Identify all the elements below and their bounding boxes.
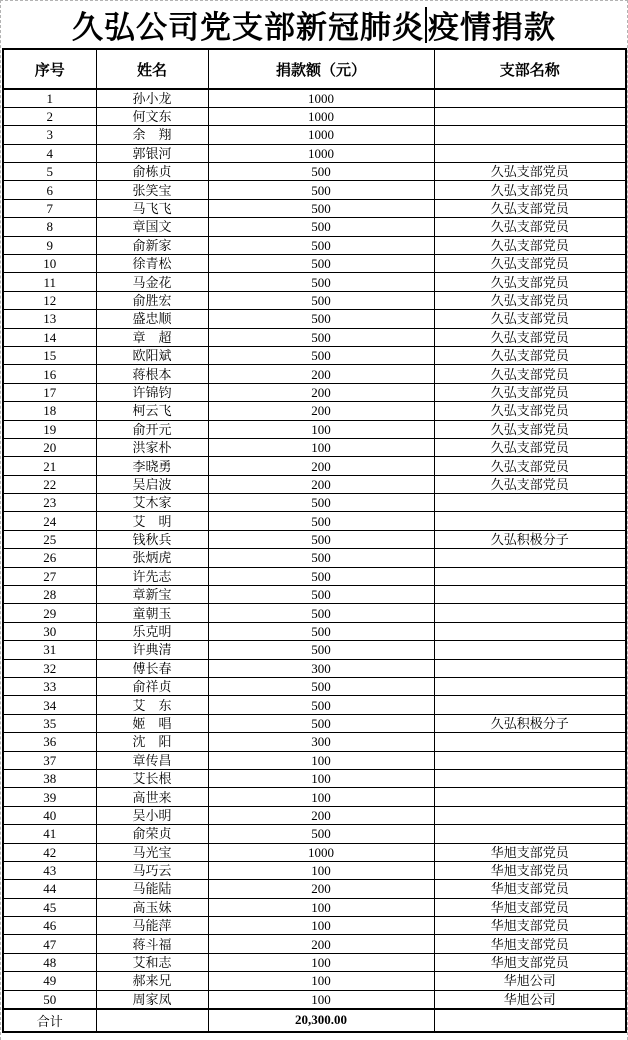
table-row [3, 236, 626, 254]
row-branch-cell: 久弘支部党员 [434, 328, 626, 346]
row-branch-cell: 华旭支部党员 [434, 880, 626, 898]
row-index-cell: 20 [3, 438, 96, 456]
row-amount-cell: 500 [208, 494, 434, 512]
row-amount-cell: 500 [208, 586, 434, 604]
table-row [3, 255, 626, 273]
table-row [3, 346, 626, 364]
row-amount-cell: 500 [208, 218, 434, 236]
row-index-cell: 16 [3, 365, 96, 383]
row-branch-cell [434, 733, 626, 751]
column-header-index: 序号 [3, 49, 96, 89]
total-name-cell-empty [96, 1009, 208, 1032]
row-branch-cell: 华旭公司 [434, 990, 626, 1008]
page-title[interactable] [1, 1, 627, 48]
row-index-cell: 9 [3, 236, 96, 254]
row-index-cell: 17 [3, 383, 96, 401]
row-index-cell: 30 [3, 622, 96, 640]
table-row [3, 107, 626, 125]
row-branch-cell: 久弘支部党员 [434, 420, 626, 438]
row-name-cell: 俞新家 [96, 236, 208, 254]
row-branch-cell: 久弘支部党员 [434, 236, 626, 254]
table-row [3, 990, 626, 1008]
row-amount-cell: 200 [208, 402, 434, 420]
row-branch-cell [434, 604, 626, 622]
table-row [3, 273, 626, 291]
row-amount-cell: 500 [208, 696, 434, 714]
row-branch-cell: 久弘支部党员 [434, 199, 626, 217]
table-row [3, 126, 626, 144]
row-branch-cell [434, 567, 626, 585]
row-branch-cell [434, 549, 626, 567]
table-row [3, 310, 626, 328]
table-row [3, 604, 626, 622]
table-row [3, 972, 626, 990]
row-branch-cell: 华旭公司 [434, 972, 626, 990]
row-index-cell: 2 [3, 107, 96, 125]
row-index-cell: 41 [3, 825, 96, 843]
row-amount-cell: 1000 [208, 107, 434, 125]
row-branch-cell: 久弘支部党员 [434, 255, 626, 273]
row-index-cell: 10 [3, 255, 96, 273]
row-amount-cell: 300 [208, 659, 434, 677]
row-branch-cell [434, 641, 626, 659]
total-branch-cell-empty [434, 1009, 626, 1032]
row-branch-cell [434, 89, 626, 107]
table-row [3, 641, 626, 659]
row-index-cell: 18 [3, 402, 96, 420]
row-name-cell: 余 翔 [96, 126, 208, 144]
row-branch-cell: 华旭支部党员 [434, 953, 626, 971]
row-name-cell: 吴小明 [96, 806, 208, 824]
table-row [3, 622, 626, 640]
table-row [3, 383, 626, 401]
row-index-cell: 13 [3, 310, 96, 328]
row-name-cell: 徐青松 [96, 255, 208, 273]
row-name-cell: 马金花 [96, 273, 208, 291]
row-amount-cell: 500 [208, 328, 434, 346]
row-branch-cell: 久弘支部党员 [434, 475, 626, 493]
row-branch-cell: 华旭支部党员 [434, 843, 626, 861]
header-row [3, 49, 626, 89]
table-row [3, 420, 626, 438]
row-index-cell: 35 [3, 714, 96, 732]
table-row [3, 438, 626, 456]
row-index-cell: 19 [3, 420, 96, 438]
row-name-cell: 洪家朴 [96, 438, 208, 456]
row-amount-cell: 100 [208, 861, 434, 879]
row-name-cell: 张炳虎 [96, 549, 208, 567]
table-row [3, 530, 626, 548]
row-name-cell: 章新宝 [96, 586, 208, 604]
row-branch-cell [434, 659, 626, 677]
row-name-cell: 许锦钧 [96, 383, 208, 401]
row-name-cell: 俞胜宏 [96, 291, 208, 309]
row-name-cell: 俞栋贞 [96, 163, 208, 181]
table-row [3, 696, 626, 714]
row-index-cell: 23 [3, 494, 96, 512]
row-amount-cell: 1000 [208, 144, 434, 162]
row-branch-cell: 华旭支部党员 [434, 935, 626, 953]
row-index-cell: 49 [3, 972, 96, 990]
row-index-cell: 39 [3, 788, 96, 806]
table-body [3, 89, 626, 1009]
row-amount-cell: 100 [208, 751, 434, 769]
row-branch-cell: 久弘支部党员 [434, 346, 626, 364]
table-row [3, 549, 626, 567]
row-name-cell: 艾 明 [96, 512, 208, 530]
row-name-cell: 蒋根本 [96, 365, 208, 383]
row-index-cell: 43 [3, 861, 96, 879]
row-amount-cell: 100 [208, 420, 434, 438]
row-branch-cell [434, 126, 626, 144]
row-index-cell: 7 [3, 199, 96, 217]
table-row [3, 163, 626, 181]
row-name-cell: 周家凤 [96, 990, 208, 1008]
row-branch-cell: 久弘支部党员 [434, 402, 626, 420]
row-amount-cell: 100 [208, 788, 434, 806]
row-index-cell: 44 [3, 880, 96, 898]
row-amount-cell: 200 [208, 383, 434, 401]
row-name-cell: 张笑宝 [96, 181, 208, 199]
total-amount-cell: 20,300.00 [208, 1009, 434, 1032]
row-amount-cell: 500 [208, 199, 434, 217]
row-index-cell: 3 [3, 126, 96, 144]
row-amount-cell: 200 [208, 935, 434, 953]
row-branch-cell: 久弘支部党员 [434, 181, 626, 199]
row-name-cell: 章国文 [96, 218, 208, 236]
row-amount-cell: 200 [208, 475, 434, 493]
row-amount-cell: 500 [208, 512, 434, 530]
row-index-cell: 14 [3, 328, 96, 346]
table-row [3, 806, 626, 824]
row-branch-cell: 久弘支部党员 [434, 291, 626, 309]
row-index-cell: 12 [3, 291, 96, 309]
table-row [3, 898, 626, 916]
table-row [3, 659, 626, 677]
row-index-cell: 47 [3, 935, 96, 953]
row-name-cell: 马光宝 [96, 843, 208, 861]
row-name-cell: 姬 唱 [96, 714, 208, 732]
donation-table [2, 48, 627, 1033]
title-text-after-caret: 疫情捐款 [428, 9, 556, 45]
row-branch-cell [434, 696, 626, 714]
table-row [3, 733, 626, 751]
row-index-cell: 34 [3, 696, 96, 714]
row-index-cell: 8 [3, 218, 96, 236]
row-index-cell: 15 [3, 346, 96, 364]
row-index-cell: 29 [3, 604, 96, 622]
row-name-cell: 章 超 [96, 328, 208, 346]
row-index-cell: 36 [3, 733, 96, 751]
row-amount-cell: 500 [208, 310, 434, 328]
row-amount-cell: 500 [208, 346, 434, 364]
row-amount-cell: 1000 [208, 126, 434, 144]
column-header-name: 姓名 [96, 49, 208, 89]
row-amount-cell: 500 [208, 530, 434, 548]
table-row [3, 751, 626, 769]
row-branch-cell: 华旭支部党员 [434, 898, 626, 916]
row-index-cell: 21 [3, 457, 96, 475]
row-name-cell: 盛忠顺 [96, 310, 208, 328]
row-amount-cell: 500 [208, 825, 434, 843]
row-index-cell: 24 [3, 512, 96, 530]
row-branch-cell: 久弘支部党员 [434, 365, 626, 383]
row-amount-cell: 300 [208, 733, 434, 751]
row-name-cell: 马能陆 [96, 880, 208, 898]
row-name-cell: 乐克明 [96, 622, 208, 640]
table-row [3, 512, 626, 530]
row-branch-cell [434, 678, 626, 696]
row-amount-cell: 200 [208, 806, 434, 824]
row-index-cell: 31 [3, 641, 96, 659]
row-name-cell: 钱秋兵 [96, 530, 208, 548]
row-name-cell: 吴启波 [96, 475, 208, 493]
row-index-cell: 40 [3, 806, 96, 824]
row-index-cell: 1 [3, 89, 96, 107]
table-row [3, 291, 626, 309]
table-row [3, 89, 626, 107]
row-name-cell: 傅长春 [96, 659, 208, 677]
row-name-cell: 许典清 [96, 641, 208, 659]
row-branch-cell: 久弘支部党员 [434, 273, 626, 291]
row-amount-cell: 500 [208, 622, 434, 640]
row-index-cell: 45 [3, 898, 96, 916]
table-row [3, 935, 626, 953]
row-name-cell: 章传昌 [96, 751, 208, 769]
table-row [3, 769, 626, 787]
row-amount-cell: 1000 [208, 89, 434, 107]
row-amount-cell: 100 [208, 972, 434, 990]
row-index-cell: 22 [3, 475, 96, 493]
row-amount-cell: 500 [208, 236, 434, 254]
table-row [3, 586, 626, 604]
table-row [3, 494, 626, 512]
row-name-cell: 艾 东 [96, 696, 208, 714]
row-name-cell: 蒋斗福 [96, 935, 208, 953]
row-branch-cell: 久弘积极分子 [434, 714, 626, 732]
table-row [3, 328, 626, 346]
row-name-cell: 欧阳斌 [96, 346, 208, 364]
row-amount-cell: 500 [208, 549, 434, 567]
row-name-cell: 马飞飞 [96, 199, 208, 217]
row-name-cell: 艾和志 [96, 953, 208, 971]
row-amount-cell: 100 [208, 438, 434, 456]
row-branch-cell [434, 144, 626, 162]
row-branch-cell: 久弘支部党员 [434, 163, 626, 181]
total-label-cell: 合计 [3, 1009, 96, 1032]
row-branch-cell [434, 622, 626, 640]
table-row [3, 917, 626, 935]
row-index-cell: 37 [3, 751, 96, 769]
row-amount-cell: 500 [208, 255, 434, 273]
row-name-cell: 俞祥贞 [96, 678, 208, 696]
row-index-cell: 32 [3, 659, 96, 677]
row-name-cell: 艾长根 [96, 769, 208, 787]
row-branch-cell: 久弘支部党员 [434, 383, 626, 401]
table-row [3, 843, 626, 861]
row-index-cell: 46 [3, 917, 96, 935]
row-name-cell: 马巧云 [96, 861, 208, 879]
row-index-cell: 50 [3, 990, 96, 1008]
row-index-cell: 27 [3, 567, 96, 585]
row-name-cell: 郭银河 [96, 144, 208, 162]
row-branch-cell [434, 512, 626, 530]
row-amount-cell: 100 [208, 898, 434, 916]
table-row [3, 144, 626, 162]
row-amount-cell: 100 [208, 953, 434, 971]
row-branch-cell: 久弘支部党员 [434, 218, 626, 236]
row-amount-cell: 200 [208, 365, 434, 383]
row-amount-cell: 500 [208, 181, 434, 199]
row-amount-cell: 500 [208, 641, 434, 659]
row-index-cell: 25 [3, 530, 96, 548]
row-index-cell: 48 [3, 953, 96, 971]
table-row [3, 181, 626, 199]
row-index-cell: 38 [3, 769, 96, 787]
row-amount-cell: 500 [208, 714, 434, 732]
row-amount-cell: 500 [208, 604, 434, 622]
row-branch-cell: 华旭支部党员 [434, 861, 626, 879]
row-amount-cell: 100 [208, 990, 434, 1008]
row-branch-cell [434, 806, 626, 824]
row-name-cell: 艾木家 [96, 494, 208, 512]
row-index-cell: 26 [3, 549, 96, 567]
row-branch-cell [434, 751, 626, 769]
row-amount-cell: 200 [208, 457, 434, 475]
table-row [3, 880, 626, 898]
row-amount-cell: 200 [208, 880, 434, 898]
row-branch-cell: 久弘支部党员 [434, 438, 626, 456]
row-branch-cell: 华旭支部党员 [434, 917, 626, 935]
row-index-cell: 5 [3, 163, 96, 181]
row-amount-cell: 500 [208, 163, 434, 181]
row-name-cell: 俞开元 [96, 420, 208, 438]
row-name-cell: 许先志 [96, 567, 208, 585]
table-row [3, 788, 626, 806]
table-row [3, 825, 626, 843]
row-branch-cell [434, 586, 626, 604]
row-branch-cell [434, 788, 626, 806]
row-branch-cell [434, 769, 626, 787]
total-row [3, 1009, 626, 1032]
row-branch-cell: 久弘积极分子 [434, 530, 626, 548]
table-row [3, 678, 626, 696]
row-name-cell: 高玉妹 [96, 898, 208, 916]
row-name-cell: 柯云飞 [96, 402, 208, 420]
row-index-cell: 28 [3, 586, 96, 604]
row-branch-cell: 久弘支部党员 [434, 457, 626, 475]
table-row [3, 953, 626, 971]
row-name-cell: 童朝玉 [96, 604, 208, 622]
row-amount-cell: 500 [208, 273, 434, 291]
title-text-before-caret: 久弘公司党支部新冠肺炎 [72, 9, 424, 45]
table-row [3, 402, 626, 420]
row-branch-cell [434, 107, 626, 125]
row-branch-cell: 久弘支部党员 [434, 310, 626, 328]
text-cursor [425, 7, 427, 43]
row-amount-cell: 100 [208, 769, 434, 787]
table-row [3, 199, 626, 217]
row-index-cell: 33 [3, 678, 96, 696]
row-amount-cell: 100 [208, 917, 434, 935]
row-name-cell: 孙小龙 [96, 89, 208, 107]
row-branch-cell [434, 494, 626, 512]
row-index-cell: 6 [3, 181, 96, 199]
row-index-cell: 11 [3, 273, 96, 291]
row-amount-cell: 500 [208, 291, 434, 309]
table-row [3, 861, 626, 879]
row-name-cell: 李晓勇 [96, 457, 208, 475]
row-name-cell: 马能萍 [96, 917, 208, 935]
row-name-cell: 沈 阳 [96, 733, 208, 751]
row-amount-cell: 500 [208, 567, 434, 585]
table-row [3, 714, 626, 732]
row-amount-cell: 500 [208, 678, 434, 696]
row-name-cell: 高世来 [96, 788, 208, 806]
table-row [3, 365, 626, 383]
column-header-amount: 捐款额（元） [208, 49, 434, 89]
row-name-cell: 何文东 [96, 107, 208, 125]
row-amount-cell: 1000 [208, 843, 434, 861]
table-row [3, 457, 626, 475]
row-name-cell: 俞荣贞 [96, 825, 208, 843]
table-row [3, 475, 626, 493]
table-row [3, 567, 626, 585]
row-name-cell: 郝来兄 [96, 972, 208, 990]
row-branch-cell [434, 825, 626, 843]
row-index-cell: 4 [3, 144, 96, 162]
row-index-cell: 42 [3, 843, 96, 861]
table-row [3, 218, 626, 236]
column-header-branch: 支部名称 [434, 49, 626, 89]
